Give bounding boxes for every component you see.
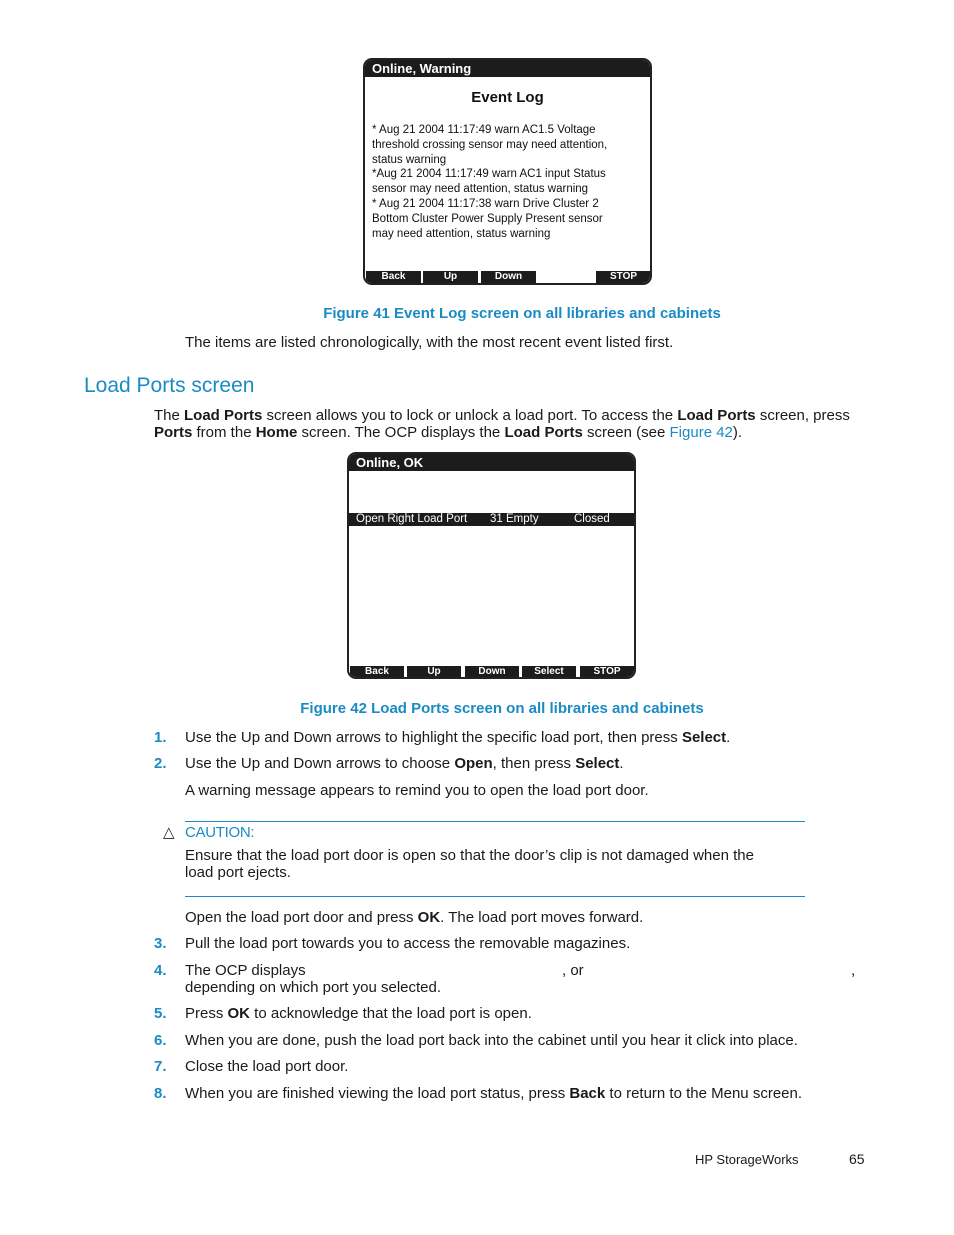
section-paragraph xyxy=(154,407,854,441)
caution-text xyxy=(185,847,754,881)
caution-line: load port ejects. xyxy=(185,864,291,881)
up-button[interactable]: Up xyxy=(407,666,461,678)
load-port-row-selected[interactable] xyxy=(349,513,634,526)
step-number: 7. xyxy=(154,1058,167,1075)
step-4 xyxy=(185,962,865,998)
step-8 xyxy=(185,1085,802,1102)
step-number: 1. xyxy=(154,729,167,746)
step-text: . The load port moves forward. xyxy=(440,909,644,926)
step-number: 2. xyxy=(154,755,167,772)
down-button[interactable]: Down xyxy=(481,271,536,283)
log-line: status warning xyxy=(372,153,447,166)
status-bar: Online, OK xyxy=(349,454,634,471)
step-text: , or xyxy=(562,962,584,979)
step-6: When you are done, push the load port back into the cabinet until you hear it click into place. xyxy=(185,1032,798,1049)
log-line: * Aug 21 2004 11:17:38 warn Drive Cluster 2 xyxy=(372,197,599,210)
load-ports-screen xyxy=(347,452,636,679)
caution-line: Ensure that the load port door is open so that the door’s clip is not damaged when the xyxy=(185,847,754,864)
ui-term-select: Select xyxy=(575,755,620,772)
log-line: threshold crossing sensor may need attention, xyxy=(372,138,608,151)
footer-product: HP StorageWorks xyxy=(695,1152,799,1167)
figure-41-caption: Figure 41 Event Log screen on all libraries and cabinets xyxy=(323,305,721,322)
back-button[interactable]: Back xyxy=(350,666,404,678)
event-log-screen xyxy=(363,58,652,285)
step-text: to acknowledge that the load port is open. xyxy=(250,1005,532,1022)
step-1 xyxy=(185,729,730,746)
ui-term-open: Open xyxy=(454,755,493,772)
step-2 xyxy=(185,755,624,772)
step-text: . xyxy=(726,729,731,746)
log-line: sensor may need attention, status warning xyxy=(372,183,589,196)
step-text: Use the Up and Down arrows to highlight the specific load port, then press xyxy=(185,729,682,746)
log-line: * Aug 21 2004 11:17:49 warn AC1.5 Voltage xyxy=(372,124,596,136)
step-text: Use the Up and Down arrows to choose xyxy=(185,755,455,772)
figure-42-caption: Figure 42 Load Ports screen on all libraries and cabinets xyxy=(300,700,704,717)
ui-term-load-ports: Load Ports xyxy=(184,407,263,424)
load-port-state: Closed xyxy=(574,513,610,525)
para-text: screen. The OCP displays the xyxy=(297,424,505,441)
para-text: screen allows you to lock or unlock a load port. To access the xyxy=(262,407,678,424)
step-3: Pull the load port towards you to access the removable magazines. xyxy=(185,935,631,952)
step-text: , xyxy=(851,962,856,979)
up-button[interactable]: Up xyxy=(423,271,478,283)
para-text: The xyxy=(154,407,185,424)
ui-term-ok: OK xyxy=(227,1005,251,1022)
caution-top-rule xyxy=(185,821,805,822)
load-port-name: Open Right Load Port xyxy=(356,513,468,525)
load-port-slot: 31 Empty xyxy=(490,513,539,525)
section-heading: Load Ports screen xyxy=(84,374,255,397)
ui-term-select: Select xyxy=(681,729,727,746)
para-text: from the xyxy=(192,424,256,441)
stop-button[interactable]: STOP xyxy=(596,271,651,283)
step-5 xyxy=(185,1005,532,1022)
step-text: Open the load port door and press xyxy=(185,909,418,926)
caution-label: CAUTION: xyxy=(185,824,255,841)
ui-term-ok: OK xyxy=(417,909,441,926)
step-text: The OCP displays xyxy=(185,962,306,979)
step-2-continued xyxy=(185,909,643,926)
select-button[interactable]: Select xyxy=(522,666,576,678)
ui-term-home: Home xyxy=(255,424,298,441)
ui-term-load-ports: Load Ports xyxy=(504,424,583,441)
step-text: When you are finished viewing the load port status, press xyxy=(185,1085,570,1102)
ui-term-back: Back xyxy=(569,1085,606,1102)
figure-42-link[interactable]: Figure 42 xyxy=(669,424,733,441)
ui-term-load-ports: Load Ports xyxy=(677,407,756,424)
caution-bottom-rule xyxy=(185,896,805,897)
step-text: to return to the Menu screen. xyxy=(605,1085,803,1102)
log-line: *Aug 21 2004 11:17:49 warn AC1 input Status xyxy=(372,168,606,181)
back-button[interactable]: Back xyxy=(366,271,421,283)
step-text: , then press xyxy=(492,755,576,772)
para-text: screen, press xyxy=(755,407,850,424)
step-text: depending on which port you selected. xyxy=(185,979,442,996)
status-bar: Online, Warning xyxy=(365,60,650,77)
step-number: 4. xyxy=(154,962,167,979)
step-number: 5. xyxy=(154,1005,167,1022)
ui-term-ports: Ports xyxy=(154,424,193,441)
step-number: 3. xyxy=(154,935,167,952)
log-line: Bottom Cluster Power Supply Present sensor xyxy=(372,212,603,225)
stop-button[interactable]: STOP xyxy=(580,666,634,678)
step-text: . xyxy=(619,755,624,772)
step-number: 8. xyxy=(154,1085,167,1102)
log-line: may need attention, status warning xyxy=(372,227,551,240)
screen-title: Event Log xyxy=(471,89,544,106)
step-number: 6. xyxy=(154,1032,167,1049)
step-7: Close the load port door. xyxy=(185,1058,349,1075)
step-text: Press xyxy=(185,1005,228,1022)
intro-paragraph: The items are listed chronologically, with the most recent event listed first. xyxy=(185,334,674,351)
footer-page-number: 65 xyxy=(849,1151,865,1167)
event-log-list xyxy=(372,123,607,241)
para-text: ). xyxy=(732,424,743,441)
step-2-note: A warning message appears to remind you to open the load port door. xyxy=(185,782,649,799)
down-button[interactable]: Down xyxy=(465,666,519,678)
para-text: screen (see xyxy=(582,424,670,441)
caution-icon: △ xyxy=(163,824,175,841)
